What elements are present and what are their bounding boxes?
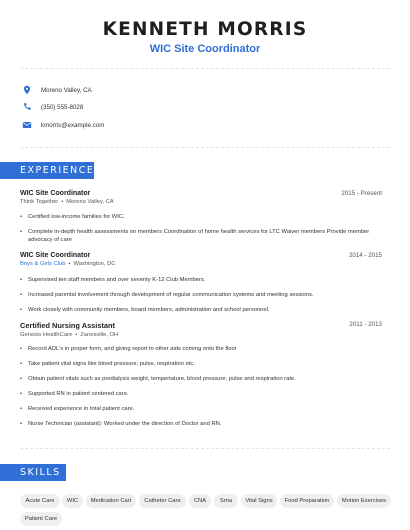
job-org: Genesis HealthCare [20,332,73,338]
job-years: 2014 - 2015 [348,252,382,259]
job-entry [20,321,382,338]
job-org: Boys & Girls Club [20,261,66,267]
job-title: WIC Site Coordinator [20,190,91,197]
phone-text: (350) 555-8028 [41,103,84,111]
job-org-line: Genesis HealthCare • Zanesville, OH [20,332,119,338]
envelope-icon [22,120,32,130]
skill-pill: WIC [62,494,83,508]
divider [20,448,390,449]
section-header-experience: EXPERIENCE [0,162,94,179]
job-location: Moreno Valley, CA [66,199,114,205]
job-years: 2011 - 2013 [349,321,382,328]
job-bullet: • Take patient vital signs like blood pressure, pulse, respiration etc. [20,361,195,367]
skill-pill: Patient Care [20,512,62,526]
job-bullet: • Supported RN in patient centered care. [20,391,129,397]
job-location: Zanesville, OH [80,332,119,338]
job-bullet: • Supervised ten staff members and over seventy K-12 Club Members. [20,277,206,283]
contact-location [22,84,92,96]
contact-email[interactable] [22,119,104,131]
skill-pill: Srna [214,494,238,508]
skill-pill: Motion Exercises [337,494,391,508]
job-bullet: • Work closely with community members, board members, administration and school personnel. [20,307,270,313]
contact-phone [22,101,83,113]
location-text: Moreno Valley, CA [41,86,92,94]
job-org-line: Boys & Girls Club • Washington, DC [20,261,116,267]
candidate-role: WIC Site Coordinator [149,43,261,55]
skill-pill: Catheter Care [139,494,186,508]
candidate-name: KENNETH MORRIS [102,19,308,40]
email-link[interactable]: kmorris@example.com [41,121,105,129]
job-bullet: • Increased parental involvement through development of regular communication systems and meeting sessions. [20,292,314,298]
job-bullet: • Nurse Technician (assistant): Worked under the direction of Doctor and RN. [20,421,222,427]
job-title: WIC Site Coordinator [20,252,91,259]
section-header-skills: SKILLS [0,464,66,481]
divider [20,147,390,148]
divider [20,68,390,69]
job-entry [20,190,382,205]
job-org-line: Think Together • Moreno Valley, CA [20,199,114,205]
job-years: 2015 - Present [341,190,382,197]
skill-pill: Vital Signs [241,494,277,508]
job-bullet: • Complete in-depth health assessments on members Coordination of home health services for LTC Waiver members Provide member advocacy of care [20,229,370,244]
job-location: Washington, DC [73,261,116,267]
job-entry [20,252,382,267]
skill-pill: Medication Cart [86,494,136,508]
skill-pill: CNA [189,494,211,508]
job-title: Certified Nursing Assistant [20,321,115,330]
job-bullet: • Record ADL's in proper form, and giving report to other aids coming onto the floor [20,346,237,352]
skill-pill: Food Preparation [280,494,334,508]
resume-header [0,0,410,55]
map-pin-icon [22,85,32,95]
job-bullet: • Received experience in total patient care. [20,406,135,412]
job-bullet: • Certified low-income families for WIC. [20,214,125,220]
job-bullet: • Obtain patient vitals such as predialysis weight, tempertature, blood pressure, pulse and respiration rate. [20,376,296,382]
phone-icon [22,102,32,112]
job-org: Think Together [20,199,59,205]
skill-pill: Acute Care [20,494,60,508]
